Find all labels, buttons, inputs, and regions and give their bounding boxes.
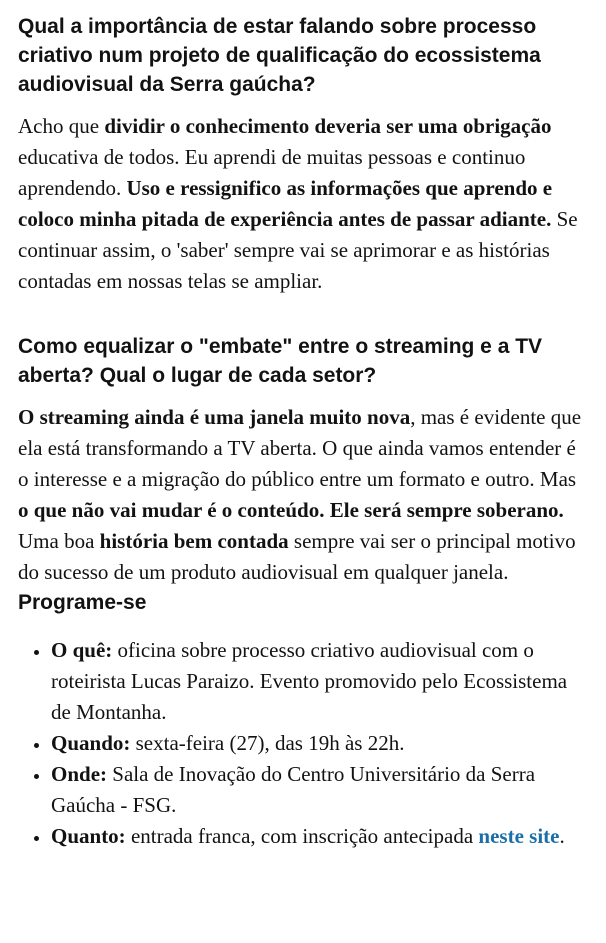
item-label: Quanto:	[51, 824, 126, 848]
list-item	[51, 821, 588, 852]
item-label: Quando:	[51, 731, 131, 755]
list-item	[51, 728, 588, 759]
answer-text: Se continuar assim, o 'saber' sempre vai se aprimorar e as histórias contadas em nossas telas se ampliar.	[18, 207, 578, 293]
answer-bold: o que não vai mudar é o conteúdo. Ele será sempre soberano.	[18, 498, 564, 522]
answer-text: Uma boa	[18, 529, 100, 553]
item-text: .	[559, 824, 565, 848]
interview-answer-2	[18, 402, 588, 588]
answer-text: Acho que	[18, 114, 105, 138]
interview-question-1: Qual a importância de estar falando sobre processo criativo num projeto de qualificação do ecossistema audiovisual da Serra gaúcha?	[18, 15, 541, 96]
item-text: sexta-feira (27), das 19h às 22h.	[130, 731, 405, 755]
answer-text: sempre vai ser o principal motivo do sucesso de um produto audiovisual em qualquer janela.	[18, 529, 576, 584]
item-label: Onde:	[51, 762, 108, 786]
list-item	[51, 635, 588, 728]
item-text: oficina sobre processo criativo audiovisual com o roteirista Lucas Paraizo. Evento promovido pelo Ecossistema de Montanha.	[51, 638, 568, 724]
item-label: O quê:	[51, 638, 113, 662]
answer-bold: O streaming ainda é uma janela muito nova	[18, 405, 411, 429]
answer-bold: história bem contada	[99, 529, 289, 553]
registration-link[interactable]: neste site	[478, 824, 560, 848]
list-item	[51, 759, 588, 821]
answer-text: educativa de todos. Eu aprendi de muitas pessoas e continuo aprendendo.	[18, 145, 526, 200]
answer-bold: Uso e ressignifico as informações que aprendo e coloco minha pitada de experiência antes de passar adiante.	[18, 176, 553, 231]
item-text: Sala de Inovação do Centro Universitário da Serra Gaúcha - FSG.	[51, 762, 536, 817]
interview-answer-1	[18, 111, 588, 297]
programe-se-heading: Programe-se	[18, 591, 147, 614]
item-text: entrada franca, com inscrição antecipada	[125, 824, 479, 848]
event-details-list	[18, 635, 588, 852]
answer-bold: dividir o conhecimento deveria ser uma obrigação	[104, 114, 552, 138]
answer-text: , mas é evidente que ela está transformando a TV aberta. O que ainda vamos entender é o interesse e a migração do público entre um formato e outro. Mas	[18, 405, 582, 491]
interview-question-2: Como equalizar o "embate" entre o streaming e a TV aberta? Qual o lugar de cada setor?	[18, 335, 543, 387]
